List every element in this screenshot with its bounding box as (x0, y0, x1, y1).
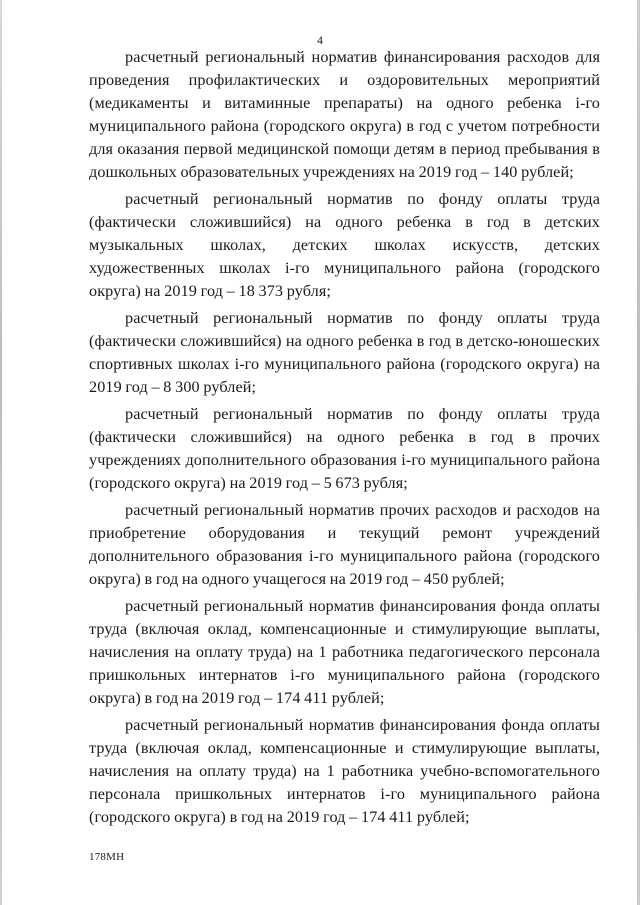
paragraph-additional-education-other-costs: расчетный региональный норматив прочих расходов и расходов на приобретение оборудования и текущий ремонт учреждений дополнительного образования i-го муниципального района (городского округа) в год на одного учащегося на 2019 год – 450 рублей; (89, 501, 600, 588)
paragraph-additional-education-payroll: расчетный региональный норматив по фонду оплаты труда (фактически сложившийся) на одного ребенка в год в прочих учреждениях дополнительного образования i-го муниципального района (городского округа) на 2019 год – 5 673 рубля; (89, 405, 600, 492)
paragraph-arts-schools-payroll: расчетный региональный норматив по фонду оплаты труда (фактически сложившийся) на одного ребенка в год в детских музыкальных школах, детских школах искусств, детских художественных школах i-го муниципального района (городского округа) на 2019 год – 18 373 рубля; (89, 190, 600, 300)
page-number: 4 (317, 33, 323, 47)
document-code: 178МН (89, 851, 125, 863)
scan-edge-left (0, 0, 2, 905)
paragraph-sports-schools-payroll: расчетный региональный норматив по фонду оплаты труда (фактически сложившийся) на одного ребенка в год в детско-юношеских спортивных школах i-го муниципального района (городского округа) на 2019 год – 8 300 рублей; (89, 309, 600, 396)
document-body (89, 46, 600, 829)
paragraph-boarding-teaching-staff: расчетный региональный норматив финансирования фонда оплаты труда (включая оклад, компенсационные и стимулирующие выплаты, начисления на оплату труда) на 1 работника педагогического персонала пришкольных интернатов i-го муниципального района (городского округа) в год на 2019 год – 174 411 рублей; (89, 597, 600, 707)
paragraph-preschool-medical: расчетный региональный норматив финансирования расходов для проведения профилактических и оздоровительных мероприятий (медикаменты и витаминные препараты) на одного ребенка i-го муниципального района (городского округа) в год с учетом потребности для оказания первой медицинской помощи детям в период пребывания в дошкольных образовательных учреждениях на 2019 год – 140 рублей; (89, 48, 600, 181)
paragraph-boarding-support-staff: расчетный региональный норматив финансирования фонда оплаты труда (включая оклад, компенсационные и стимулирующие выплаты, начисления на оплату труда) на 1 работника учебно-вспомогательного персонала пришкольных интернатов i-го муниципального района (городского округа) в год на 2019 год – 174 411 рублей; (89, 716, 600, 826)
